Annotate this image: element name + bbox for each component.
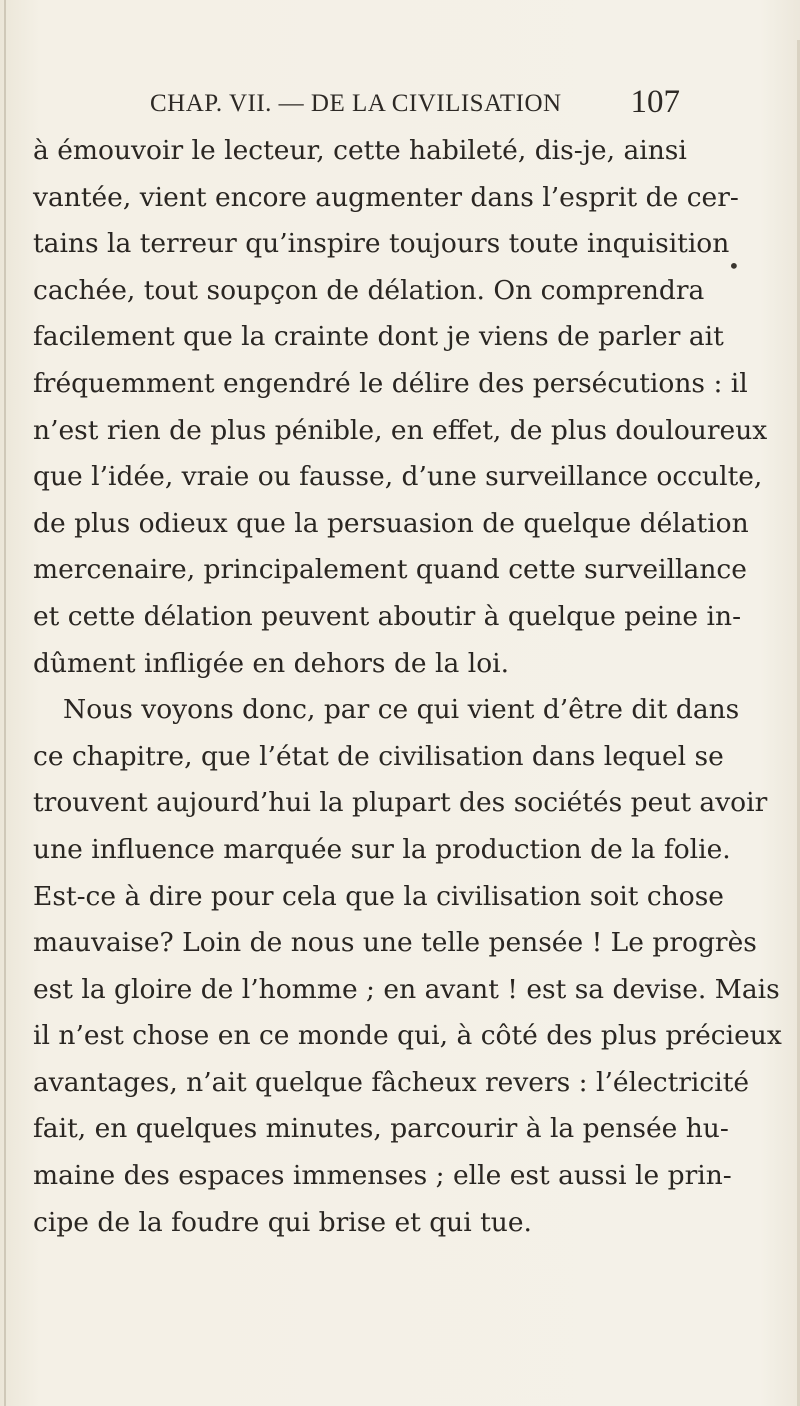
text-line: de plus odieux que la persuasion de quelque délation [33,507,749,539]
text-line: ce chapitre, que l’état de civilisation dans lequel se [33,740,724,772]
running-title: CHAP. VII. — DE LA CIVILISATION [150,90,562,117]
paragraph-end-line: cipe de la foudre qui brise et qui tue. [33,1206,532,1238]
text-line: trouvent aujourd’hui la plupart des sociétés peut avoir [33,787,768,819]
text-line: est la gloire de l’homme ; en avant ! est sa devise. Mais [33,973,780,1005]
text-line: à émouvoir le lecteur, cette habileté, dis-je, ainsi [33,135,687,166]
text-line: que l’idée, vraie ou fausse, d’une surveillance occulte, [33,461,763,493]
text-line: et cette délation peuvent aboutir à quelque peine in- [33,600,742,632]
text-line: tains la terreur qu’inspire toujours toute inquisition [33,228,730,260]
text-line: vantée, vient encore augmenter dans l’esprit de cer- [33,181,739,213]
running-head [150,84,680,120]
text-line: Est-ce à dire pour cela que la civilisation soit chose [33,880,724,912]
text-line: fréquemment engendré le délire des persécutions : il [33,367,748,399]
text-line: avantages, n’ait quelque fâcheux revers : l’électricité [33,1066,750,1098]
text-line: il n’est chose en ce monde qui, à côté des plus précieux [33,1020,782,1052]
text-line: mercenaire, principalement quand cette surveillance [33,554,747,586]
text-line: n’est rien de plus pénible, en effet, de plus douloureux [33,414,768,446]
paragraph-start-line: Nous voyons donc, par ce qui vient d’être dit dans [63,694,740,726]
paragraph-end-line: dûment infligée en dehors de la loi. [33,647,510,679]
body-text [33,128,782,1246]
text-line: facilement que la crainte dont je viens de parler ait [33,321,724,353]
text-line: une influence marquée sur la production de la folie. [33,833,731,865]
margin-mark: • [728,254,740,278]
text-line: mauvaise? Loin de nous une telle pensée ! Le progrès [33,927,757,959]
page-gutter-edge [4,0,6,1406]
text-line: fait, en quelques minutes, parcourir à la pensée hu- [33,1113,729,1145]
text-line: cachée, tout soupçon de délation. On comprendra [33,274,705,306]
page-number: 107 [630,84,680,120]
text-line: maine des espaces immenses ; elle est aussi le prin- [33,1160,732,1192]
